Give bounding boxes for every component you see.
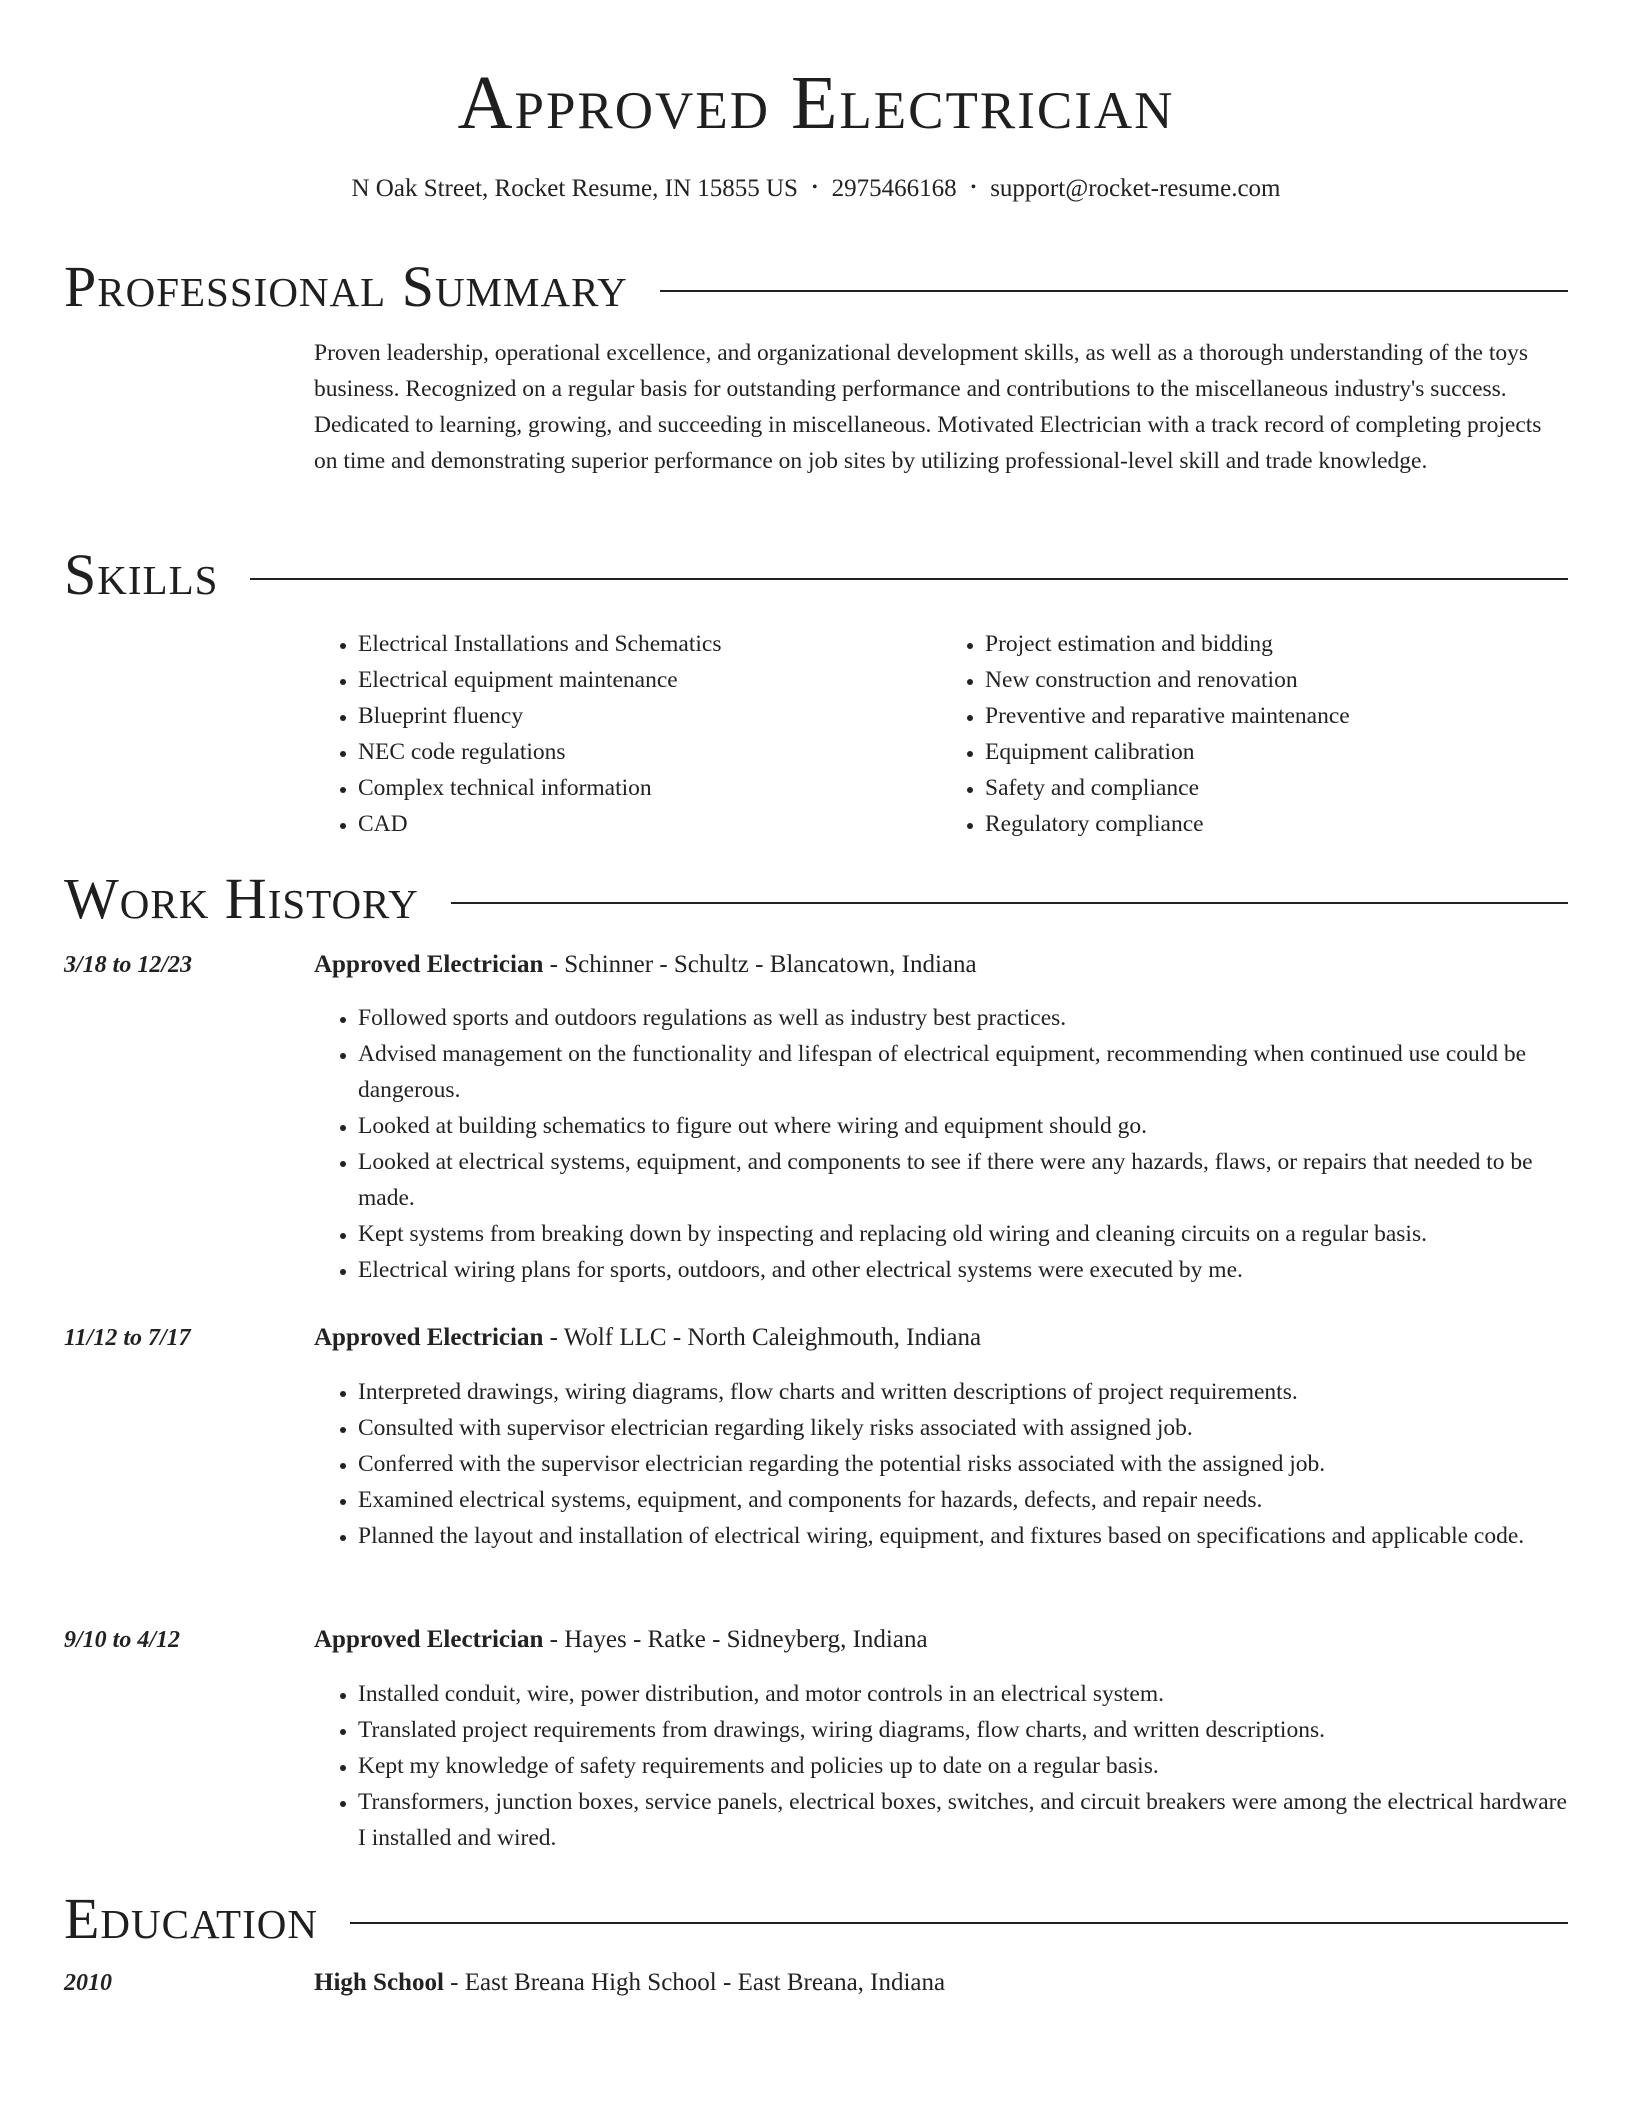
phone: 2975466168 bbox=[831, 175, 957, 202]
job-dates: 11/12 to 7/17 bbox=[64, 1325, 191, 1351]
job-heading bbox=[314, 951, 977, 979]
job-bullet: • Advised management on the functionality and lifespan of electrical equipment, recommending when continued use could be dangerous. bbox=[358, 1036, 1568, 1108]
education-details: - East Breana High School - East Breana, Indiana bbox=[443, 1969, 946, 1996]
section-divider bbox=[250, 578, 1568, 580]
skill-item: • NEC code regulations bbox=[358, 734, 941, 770]
job-bullets bbox=[314, 1000, 1568, 1288]
education-year: 2010 bbox=[64, 1970, 112, 1996]
skill-item: • Electrical Installations and Schematics bbox=[358, 626, 941, 662]
job-heading bbox=[314, 1324, 981, 1352]
job-role: Approved Electrician bbox=[314, 1324, 544, 1351]
job-bullet: • Conferred with the supervisor electrician regarding the potential risks associated with the assigned job. bbox=[358, 1446, 1568, 1482]
summary-section-header bbox=[64, 254, 1568, 319]
skill-item: • Complex technical information bbox=[358, 770, 941, 806]
skill-item: • CAD bbox=[358, 806, 941, 842]
summary-title: Professional Summary bbox=[64, 254, 628, 319]
section-divider bbox=[350, 1922, 1568, 1924]
skill-item: • Blueprint fluency bbox=[358, 698, 941, 734]
job-bullet: • Looked at building schematics to figure out where wiring and equipment should go. bbox=[358, 1108, 1568, 1144]
skill-item: • Electrical equipment maintenance bbox=[358, 662, 941, 698]
job-role: Approved Electrician bbox=[314, 1626, 544, 1653]
separator: • bbox=[970, 179, 977, 196]
job-bullet: • Installed conduit, wire, power distribution, and motor controls in an electrical system. bbox=[358, 1676, 1568, 1712]
contact-line bbox=[0, 175, 1632, 203]
skills-list bbox=[314, 626, 1568, 842]
job-role: Approved Electrician bbox=[314, 951, 544, 978]
skill-item: • New construction and renovation bbox=[985, 662, 1568, 698]
job-bullet: • Kept my knowledge of safety requirements and policies up to date on a regular basis. bbox=[358, 1748, 1568, 1784]
job-bullet: • Followed sports and outdoors regulations as well as industry best practices. bbox=[358, 1000, 1568, 1036]
job-bullet: • Translated project requirements from drawings, wiring diagrams, flow charts, and written descriptions. bbox=[358, 1712, 1568, 1748]
skill-item: • Safety and compliance bbox=[985, 770, 1568, 806]
job-bullet: • Consulted with supervisor electrician regarding likely risks associated with assigned job. bbox=[358, 1410, 1568, 1446]
skill-item: • Equipment calibration bbox=[985, 734, 1568, 770]
job-details: - Wolf LLC - North Caleighmouth, Indiana bbox=[543, 1324, 982, 1351]
address: N Oak Street, Rocket Resume, IN 15855 US bbox=[351, 175, 798, 202]
job-bullets bbox=[314, 1374, 1568, 1554]
job-heading bbox=[314, 1626, 928, 1654]
summary-text: Proven leadership, operational excellence, and organizational development skills, as well as a thorough understanding of the toys business. Recognized on a regular basis for outstanding performance and contributions to the miscellaneous industry's success. Dedicated to learning, growing, and succeeding in miscellaneous. Motivated Electrician with a track record of completing projects on time and demonstrating superior performance on job sites by utilizing professional-level skill and trade knowledge. bbox=[314, 340, 1542, 474]
education-degree: High School bbox=[314, 1969, 444, 1996]
section-divider bbox=[660, 290, 1568, 292]
job-details: - Schinner - Schultz - Blancatown, Indiana bbox=[543, 951, 977, 978]
section-divider bbox=[451, 902, 1568, 904]
job-dates: 3/18 to 12/23 bbox=[64, 952, 193, 978]
job-bullet: • Interpreted drawings, wiring diagrams, flow charts and written descriptions of project requirements. bbox=[358, 1374, 1568, 1410]
job-bullet: • Kept systems from breaking down by inspecting and replacing old wiring and cleaning circuits on a regular basis. bbox=[358, 1216, 1568, 1252]
email: support@rocket-resume.com bbox=[990, 175, 1281, 202]
skill-item: • Preventive and reparative maintenance bbox=[985, 698, 1568, 734]
resume-name: Approved Electrician bbox=[457, 61, 1175, 145]
job-bullet: • Examined electrical systems, equipment, and components for hazards, defects, and repair needs. bbox=[358, 1482, 1568, 1518]
skill-item: • Regulatory compliance bbox=[985, 806, 1568, 842]
job-bullet: • Electrical wiring plans for sports, outdoors, and other electrical systems were executed by me. bbox=[358, 1252, 1568, 1288]
job-bullet: • Planned the layout and installation of electrical wiring, equipment, and fixtures based on specifications and applicable code. bbox=[358, 1518, 1568, 1554]
job-bullets bbox=[314, 1676, 1568, 1856]
education-title: Education bbox=[64, 1886, 318, 1951]
skills-column-right bbox=[941, 626, 1568, 842]
skills-title: Skills bbox=[64, 542, 219, 607]
work-title: Work History bbox=[64, 866, 419, 931]
skills-column-left bbox=[314, 626, 941, 842]
education-section-header bbox=[64, 1886, 1568, 1951]
skill-item: • Project estimation and bidding bbox=[985, 626, 1568, 662]
work-section-header bbox=[64, 866, 1568, 931]
job-bullet: • Looked at electrical systems, equipment, and components to see if there were any hazards, flaws, or repairs that needed to be made. bbox=[358, 1144, 1568, 1216]
education-heading bbox=[314, 1969, 945, 1997]
skills-section-header bbox=[64, 542, 1568, 607]
job-dates: 9/10 to 4/12 bbox=[64, 1627, 181, 1653]
job-details: - Hayes - Ratke - Sidneyberg, Indiana bbox=[543, 1626, 928, 1653]
separator: • bbox=[811, 179, 818, 196]
job-bullet: • Transformers, junction boxes, service panels, electrical boxes, switches, and circuit breakers were among the electrical hardware I installed and wired. bbox=[358, 1784, 1568, 1856]
